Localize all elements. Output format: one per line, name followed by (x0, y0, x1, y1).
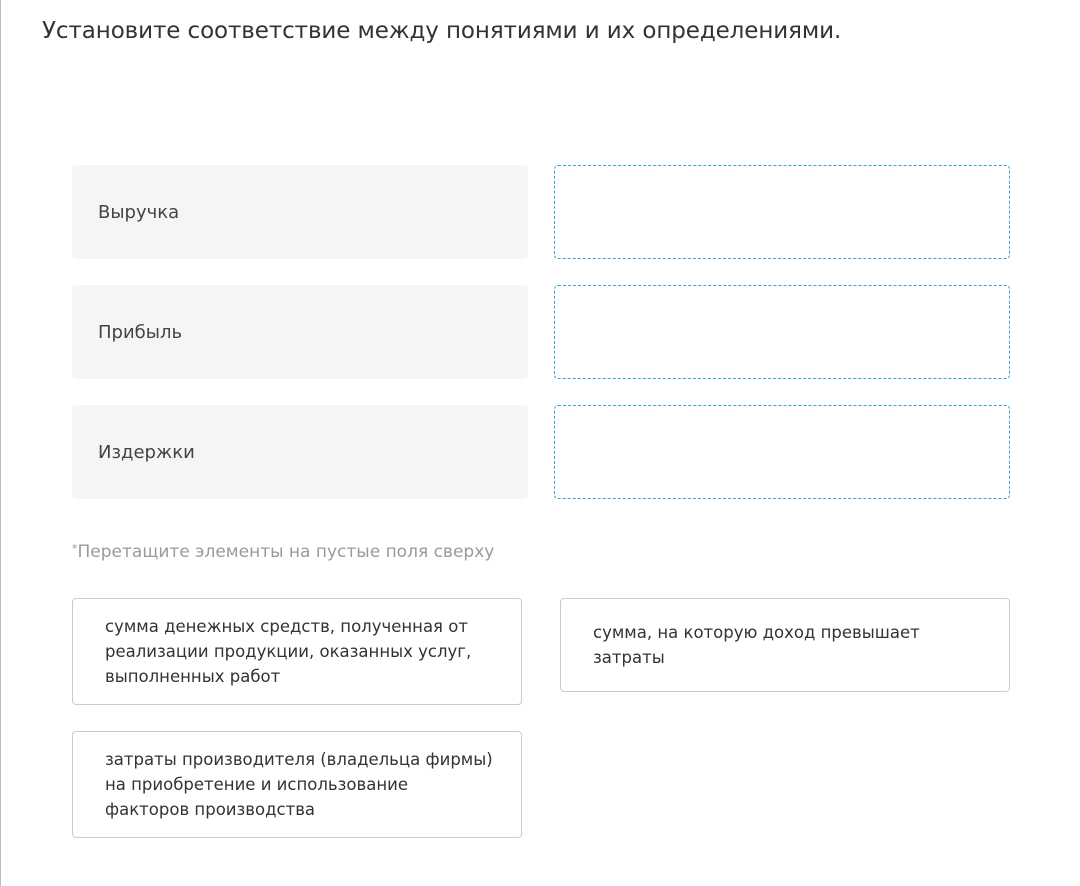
card-line: затраты (593, 648, 665, 667)
drop-zone-1[interactable] (554, 165, 1010, 259)
definition-card-3[interactable] (72, 731, 522, 838)
term-cell (72, 405, 528, 499)
term-label: Прибыль (98, 321, 183, 343)
card-line: реализации продукции, оказанных услуг, (105, 642, 472, 661)
term-label: Выручка (98, 201, 180, 223)
card-line: факторов производства (105, 800, 316, 819)
card-line: на приобретение и использование (105, 775, 408, 794)
drop-zone-2[interactable] (554, 285, 1010, 379)
definition-card-1[interactable] (72, 598, 522, 705)
card-line: затраты производителя (владельца фирмы) (105, 750, 493, 769)
definition-card-2[interactable] (560, 598, 1010, 692)
card-line: сумма денежных средств, полученная от (105, 617, 468, 636)
term-cell (72, 285, 528, 379)
drop-zone-3[interactable] (554, 405, 1010, 499)
page-left-border (0, 0, 1, 886)
card-line: сумма, на которую доход превышает (593, 623, 920, 642)
term-cell (72, 165, 528, 259)
card-line: выполненных работ (105, 667, 281, 686)
drag-hint (72, 542, 494, 562)
hint-marker: * (72, 542, 78, 555)
hint-text: Перетащите элементы на пустые поля сверху (77, 542, 495, 562)
question-text: Установите соответствие между понятиями и их определениями. (42, 18, 842, 44)
term-label: Издержки (98, 441, 195, 463)
